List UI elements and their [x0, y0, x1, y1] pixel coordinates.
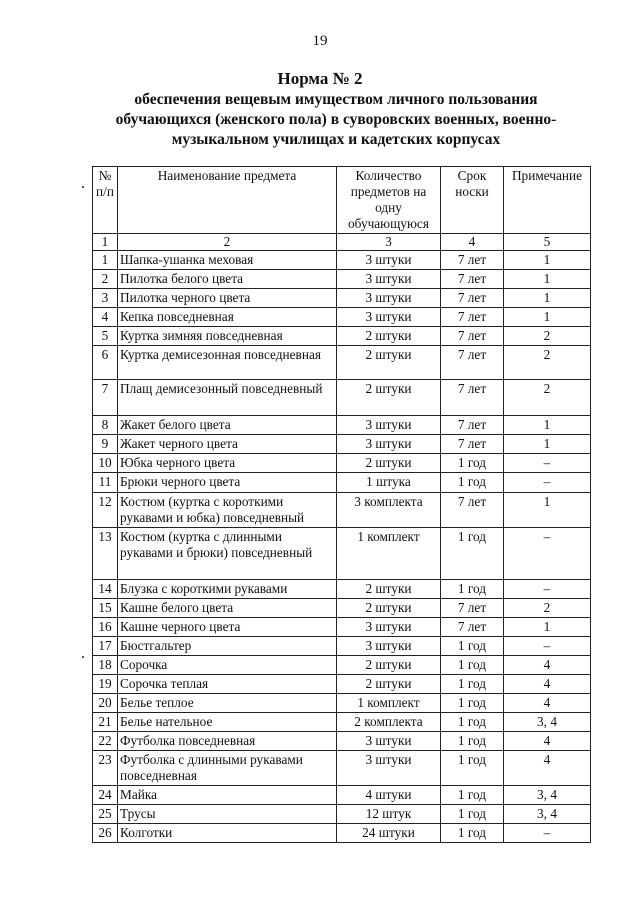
item-name: Куртка зимняя повседневная: [118, 327, 337, 346]
row-number: 23: [93, 751, 118, 786]
row-number: 15: [93, 599, 118, 618]
table-row: [93, 289, 591, 308]
row-number: 5: [93, 327, 118, 346]
row-number: 16: [93, 618, 118, 637]
item-name: Плащ демисезонный повседневный: [118, 380, 337, 416]
table-row: [93, 454, 591, 473]
table-row: [93, 805, 591, 824]
item-name: Куртка демисезонная повседневная: [118, 346, 337, 380]
table-row: [93, 713, 591, 732]
row-number: 21: [93, 713, 118, 732]
item-term: 1 год: [441, 694, 504, 713]
header-term: Срок носки: [441, 167, 504, 234]
item-name: Трусы: [118, 805, 337, 824]
table-row: [93, 656, 591, 675]
table-row: [93, 599, 591, 618]
item-term: 1 год: [441, 786, 504, 805]
row-number: 14: [93, 580, 118, 599]
row-number: 25: [93, 805, 118, 824]
item-term: 7 лет: [441, 308, 504, 327]
item-note: 1: [504, 289, 591, 308]
item-quantity: 3 штуки: [337, 308, 441, 327]
row-number: 8: [93, 416, 118, 435]
item-note: 1: [504, 251, 591, 270]
table-body: [93, 251, 591, 843]
item-term: 7 лет: [441, 599, 504, 618]
scan-speck: [82, 656, 84, 658]
item-term: 1 год: [441, 751, 504, 786]
item-note: 1: [504, 416, 591, 435]
item-note: 2: [504, 327, 591, 346]
item-quantity: 2 штуки: [337, 346, 441, 380]
table-row: [93, 327, 591, 346]
item-name: Сорочка теплая: [118, 675, 337, 694]
item-quantity: 3 штуки: [337, 416, 441, 435]
item-name: Жакет белого цвета: [118, 416, 337, 435]
item-quantity: 3 комплекта: [337, 493, 441, 528]
item-note: –: [504, 637, 591, 656]
item-note: 3, 4: [504, 786, 591, 805]
row-number: 10: [93, 454, 118, 473]
item-quantity: 12 штук: [337, 805, 441, 824]
table-row: [93, 751, 591, 786]
item-name: Сорочка: [118, 656, 337, 675]
item-term: 1 год: [441, 713, 504, 732]
table-row: [93, 675, 591, 694]
item-term: 1 год: [441, 473, 504, 493]
item-quantity: 2 штуки: [337, 454, 441, 473]
column-number: 1: [93, 234, 118, 251]
item-note: 4: [504, 675, 591, 694]
item-term: 7 лет: [441, 618, 504, 637]
table-row: [93, 732, 591, 751]
table-row: [93, 493, 591, 528]
item-name: Костюм (куртка с длинными рукавами и брюки) повседневный: [118, 528, 337, 580]
item-name: Футболка повседневная: [118, 732, 337, 751]
table-row: [93, 270, 591, 289]
item-term: 1 год: [441, 824, 504, 843]
item-quantity: 2 штуки: [337, 327, 441, 346]
column-number: 5: [504, 234, 591, 251]
item-term: 1 год: [441, 805, 504, 824]
item-name: Пилотка белого цвета: [118, 270, 337, 289]
item-term: 7 лет: [441, 270, 504, 289]
item-name: Пилотка черного цвета: [118, 289, 337, 308]
row-number: 7: [93, 380, 118, 416]
item-term: 7 лет: [441, 493, 504, 528]
item-quantity: 2 штуки: [337, 599, 441, 618]
table-row: [93, 416, 591, 435]
item-quantity: 3 штуки: [337, 435, 441, 454]
row-number: 1: [93, 251, 118, 270]
item-note: –: [504, 580, 591, 599]
table-row: [93, 346, 591, 380]
item-name: Бюстгальтер: [118, 637, 337, 656]
item-term: 1 год: [441, 454, 504, 473]
column-numbers-row: [93, 234, 591, 251]
column-number: 3: [337, 234, 441, 251]
item-name: Белье нательное: [118, 713, 337, 732]
table-row: [93, 618, 591, 637]
item-quantity: 1 комплект: [337, 528, 441, 580]
row-number: 22: [93, 732, 118, 751]
table-row: [93, 435, 591, 454]
row-number: 13: [93, 528, 118, 580]
item-quantity: 3 штуки: [337, 618, 441, 637]
item-name: Брюки черного цвета: [118, 473, 337, 493]
item-quantity: 3 штуки: [337, 270, 441, 289]
item-quantity: 2 штуки: [337, 380, 441, 416]
table-row: [93, 580, 591, 599]
table-row: [93, 251, 591, 270]
header-note: Примечание: [504, 167, 591, 234]
item-note: 4: [504, 656, 591, 675]
item-note: –: [504, 473, 591, 493]
item-note: 3, 4: [504, 805, 591, 824]
header-quantity: Количество предметов на одну обучающуюся: [337, 167, 441, 234]
row-number: 19: [93, 675, 118, 694]
item-term: 7 лет: [441, 251, 504, 270]
item-name: Майка: [118, 786, 337, 805]
item-note: –: [504, 454, 591, 473]
row-number: 12: [93, 493, 118, 528]
document-subtitle: обеспечения вещевым имуществом личного пользования обучающихся (женского пола) в суворовских военных, военно-музыкальном училищах и кадетских корпусах: [115, 91, 557, 148]
row-number: 4: [93, 308, 118, 327]
item-quantity: 2 комплекта: [337, 713, 441, 732]
item-term: 7 лет: [441, 289, 504, 308]
item-name: Белье теплое: [118, 694, 337, 713]
table-row: [93, 528, 591, 580]
row-number: 2: [93, 270, 118, 289]
table-row: [93, 824, 591, 843]
item-note: 2: [504, 380, 591, 416]
row-number: 24: [93, 786, 118, 805]
item-note: 1: [504, 435, 591, 454]
item-term: 7 лет: [441, 380, 504, 416]
scan-speck: [82, 186, 84, 188]
table-row: [93, 473, 591, 493]
table-row: [93, 308, 591, 327]
item-name: Шапка-ушанка меховая: [118, 251, 337, 270]
item-term: 1 год: [441, 732, 504, 751]
norm-table: [92, 166, 591, 843]
item-term: 1 год: [441, 580, 504, 599]
item-quantity: 4 штуки: [337, 786, 441, 805]
item-name: Блузка с короткими рукавами: [118, 580, 337, 599]
item-quantity: 3 штуки: [337, 289, 441, 308]
page-number: 19: [312, 33, 328, 49]
item-name: Юбка черного цвета: [118, 454, 337, 473]
item-note: –: [504, 824, 591, 843]
item-note: 1: [504, 308, 591, 327]
item-name: Кашне белого цвета: [118, 599, 337, 618]
item-note: 4: [504, 732, 591, 751]
item-note: 4: [504, 694, 591, 713]
header-item-name: Наименование предмета: [118, 167, 337, 234]
row-number: 18: [93, 656, 118, 675]
row-number: 26: [93, 824, 118, 843]
table-row: [93, 694, 591, 713]
item-term: 7 лет: [441, 346, 504, 380]
item-quantity: 3 штуки: [337, 637, 441, 656]
item-quantity: 1 комплект: [337, 694, 441, 713]
item-note: 2: [504, 346, 591, 380]
header-number: № п/п: [93, 167, 118, 234]
item-note: 1: [504, 270, 591, 289]
row-number: 20: [93, 694, 118, 713]
row-number: 9: [93, 435, 118, 454]
item-quantity: 3 штуки: [337, 251, 441, 270]
table-row: [93, 786, 591, 805]
row-number: 17: [93, 637, 118, 656]
item-term: 7 лет: [441, 416, 504, 435]
item-name: Жакет черного цвета: [118, 435, 337, 454]
item-note: 1: [504, 493, 591, 528]
item-term: 1 год: [441, 637, 504, 656]
item-note: 2: [504, 599, 591, 618]
column-number: 4: [441, 234, 504, 251]
table-header: [93, 167, 591, 251]
item-name: Колготки: [118, 824, 337, 843]
item-name: Костюм (куртка с короткими рукавами и юбка) повседневный: [118, 493, 337, 528]
item-name: Футболка с длинными рукавами повседневная: [118, 751, 337, 786]
item-note: –: [504, 528, 591, 580]
item-term: 7 лет: [441, 435, 504, 454]
item-name: Кашне черного цвета: [118, 618, 337, 637]
item-quantity: 2 штуки: [337, 675, 441, 694]
item-quantity: 3 штуки: [337, 751, 441, 786]
table-row: [93, 380, 591, 416]
item-term: 1 год: [441, 656, 504, 675]
column-number: 2: [118, 234, 337, 251]
row-number: 3: [93, 289, 118, 308]
item-term: 1 год: [441, 675, 504, 694]
item-quantity: 2 штуки: [337, 580, 441, 599]
row-number: 11: [93, 473, 118, 493]
document-title: Норма № 2: [277, 69, 363, 88]
row-number: 6: [93, 346, 118, 380]
table-row: [93, 637, 591, 656]
item-quantity: 3 штуки: [337, 732, 441, 751]
item-name: Кепка повседневная: [118, 308, 337, 327]
item-note: 3, 4: [504, 713, 591, 732]
item-term: 1 год: [441, 528, 504, 580]
item-note: 4: [504, 751, 591, 786]
item-quantity: 24 штуки: [337, 824, 441, 843]
item-quantity: 1 штука: [337, 473, 441, 493]
item-note: 1: [504, 618, 591, 637]
item-quantity: 2 штуки: [337, 656, 441, 675]
item-term: 7 лет: [441, 327, 504, 346]
